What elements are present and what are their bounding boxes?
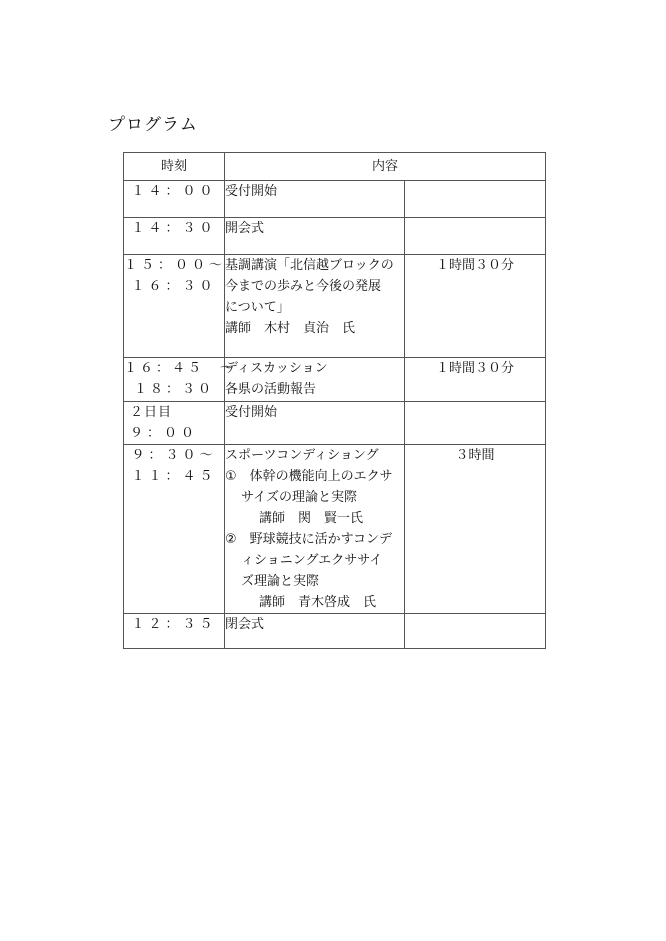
table-row (124, 445, 546, 614)
content-cell: 受付開始 (225, 181, 405, 218)
duration-cell (405, 614, 546, 649)
header-time: 時刻 (124, 153, 225, 181)
table-row (124, 402, 546, 445)
table-row (124, 614, 546, 649)
time-cell: ２日目 ９：００ (124, 402, 225, 445)
header-content: 内容 (225, 153, 546, 181)
duration-cell: １時間３０分 (405, 358, 546, 402)
table-header-row (124, 153, 546, 181)
duration-cell (405, 218, 546, 255)
time-cell: １４：００ (124, 181, 225, 218)
table-row (124, 358, 546, 402)
table-row (124, 255, 546, 358)
duration-cell (405, 181, 546, 218)
time-cell: １４：３０ (124, 218, 225, 255)
content-cell: ディスカッション 各県の活動報告 (225, 358, 405, 402)
duration-cell (405, 402, 546, 445)
duration-cell: １時間３０分 (405, 255, 546, 358)
table-row (124, 218, 546, 255)
time-cell: １５：００～ １６：３０ (124, 255, 225, 358)
duration-cell: ３時間 (405, 445, 546, 614)
content-cell: スポーツコンディショング ① 体幹の機能向上のエクサ サイズの理論と実際 講師 関 賢一氏 ② 野球競技に活かすコンデ ィショニングエクササイ ズ理論と実際 講師 青木啓成 氏 (225, 445, 405, 614)
time-cell: ９：３０～ １１：４５ (124, 445, 225, 614)
page-title: プログラム (108, 115, 198, 135)
time-cell: １２：３５ (124, 614, 225, 649)
program-table (123, 152, 546, 649)
content-cell: 基調講演「北信越ブロックの 今までの歩みと今後の発展 について」 講師 木村 貞治 氏 (225, 255, 405, 358)
content-cell: 開会式 (225, 218, 405, 255)
table-row (124, 181, 546, 218)
time-cell: １６：４５ ～ １８：３０ (124, 358, 225, 402)
content-cell: 受付開始 (225, 402, 405, 445)
content-cell: 閉会式 (225, 614, 405, 649)
